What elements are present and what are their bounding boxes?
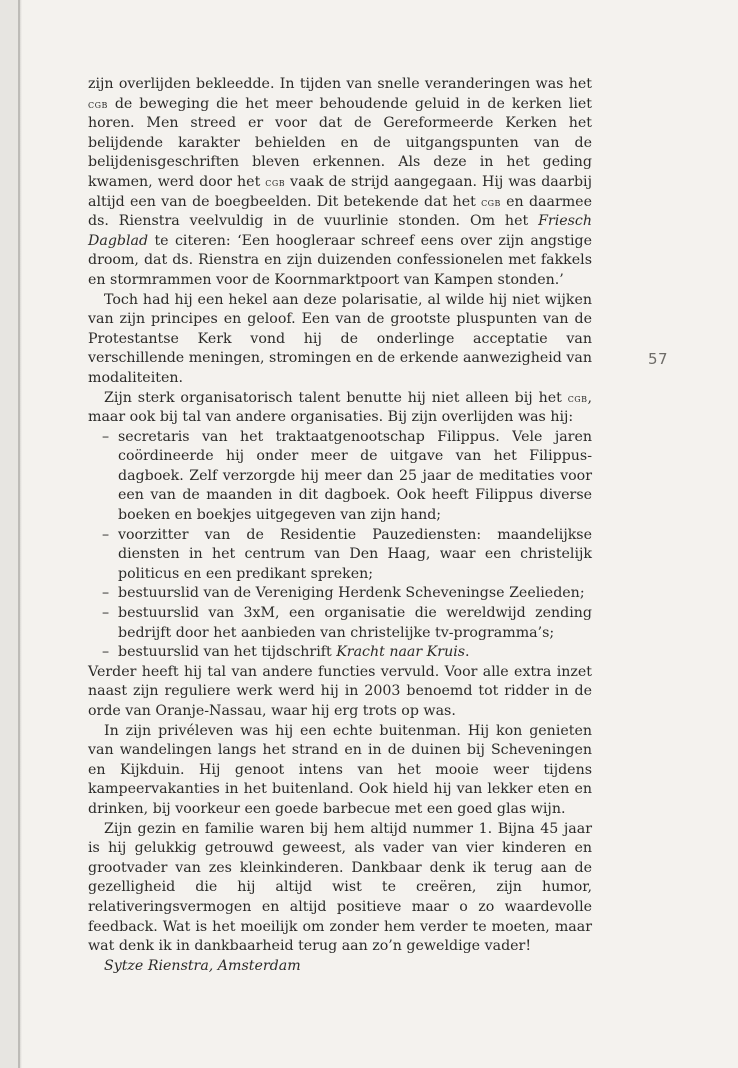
abbr-cgb: cgb — [481, 194, 501, 209]
paragraph-3: Zijn sterk organisatorisch talent benutte hij niet alleen bij het cgb, maar ook bij tal van andere organisaties. Bij zijn overlijden was hij: — [88, 389, 592, 426]
paragraph-5: In zijn privéleven was hij een echte buitenman. Hij kon genieten van wandelingen langs het strand en in de duinen bij Scheveningen en Kijkduin. Hij genoot intens van het mooie weer tijdens kampeervakanties in het buitenland. Ook hield hij van lekker eten en drinken, bij voorkeur een goede barbecue met een goed glas wijn. — [88, 722, 592, 817]
functions-list — [88, 428, 592, 663]
signature: Sytze Rienstra, Amsterdam — [104, 957, 301, 974]
page-number: 57 — [648, 350, 669, 368]
list-dash: – — [102, 428, 110, 445]
obituary-text — [88, 75, 592, 976]
list-item: – bestuurslid van 3xM, een organisatie die wereldwijd zending bedrijft door het aanbieden van christelijke tv-programma’s; — [102, 605, 592, 641]
list-dash: – — [102, 605, 110, 622]
list-dash: – — [102, 644, 110, 661]
list-dash: – — [102, 585, 110, 602]
list-item: – voorzitter van de Residentie Pauzediensten: maandelijkse diensten in het centrum van Den Haag, waar een christelijk politicus en een predikant spreken; — [102, 526, 592, 582]
list-dash: – — [102, 526, 110, 543]
abbr-cgb: cgb — [567, 390, 588, 405]
paragraph-1: zijn overlijden bekleedde. In tijden van snelle veranderingen was het cgb de beweging die het meer behoudende geluid in de kerken liet horen. Men streed er voor dat de Gereformeerde Kerken het belijdende karakter behielden en de uitgangspunten van de belijdenisgeschriften bleven erkennen. Als deze in het geding kwamen, werd door het cgb vaak de strijd aangegaan. Hij was daarbij altijd een van de boegbeelden. Dit betekende dat het cgb en daarmee ds. Rienstra veelvuldig in de vuurlinie stonden. Om het Friesch Dagblad te citeren: ‘Een hoogleraar schreef eens over zijn angstige droom, dat ds. Rienstra en zijn duizenden confessionelen met fakkels en stormrammen voor de Koornmarktpoort van Kampen stonden.’ — [88, 76, 592, 288]
paragraph-2: Toch had hij een hekel aan deze polarisatie, al wilde hij niet wijken van zijn principes en geloof. Een van de grootste pluspunten van de Protestantse Kerk vond hij de onderlinge acceptatie van verschillende meningen, stromingen en de erkende aanwezigheid van modaliteiten. — [88, 291, 592, 386]
magazine-title: Kracht naar Kruis — [336, 644, 466, 661]
paragraph-4: Verder heeft hij tal van andere functies vervuld. Voor alle extra inzet naast zijn reguliere werk werd hij in 2003 benoemd tot ridder in de orde van Oranje-Nassau, waar hij erg trots op was. — [88, 663, 592, 719]
abbr-cgb: cgb — [88, 96, 108, 111]
list-item: – bestuurslid van het tijdschrift Kracht naar Kruis. — [88, 643, 592, 663]
paragraph-6: Zijn gezin en familie waren bij hem altijd nummer 1. Bijna 45 jaar is hij gelukkig getrouwd geweest, als vader van vier kinderen en grootvader van zes kleinkinderen. Dankbaar denk ik terug aan de gezelligheid die hij altijd wist te creëren, zijn humor, relativeringsvermogen en altijd positieve maar o zo waardevolle feedback. Wat is het moeilijk om zonder hem verder te moeten, maar wat denk ik in dankbaarheid terug aan zo’n geweldige vader! — [88, 820, 592, 955]
abbr-cgb: cgb — [265, 174, 286, 189]
newspaper-title: Friesch Dagblad — [88, 213, 592, 249]
list-item: – bestuurslid van de Vereniging Herdenk Scheveningse Zeelieden; — [88, 584, 592, 604]
list-item: – secretaris van het traktaatgenootschap Filippus. Vele jaren coördineerde hij onder meer de uitgave van het Filippus-dagboek. Zelf verzorgde hij meer dan 25 jaar de meditaties voor een van de maanden in dit dagboek. Ook heeft Filippus diverse boeken en boekjes uitgegeven van zijn hand; — [102, 428, 592, 524]
spine-fold-line — [18, 0, 20, 1068]
